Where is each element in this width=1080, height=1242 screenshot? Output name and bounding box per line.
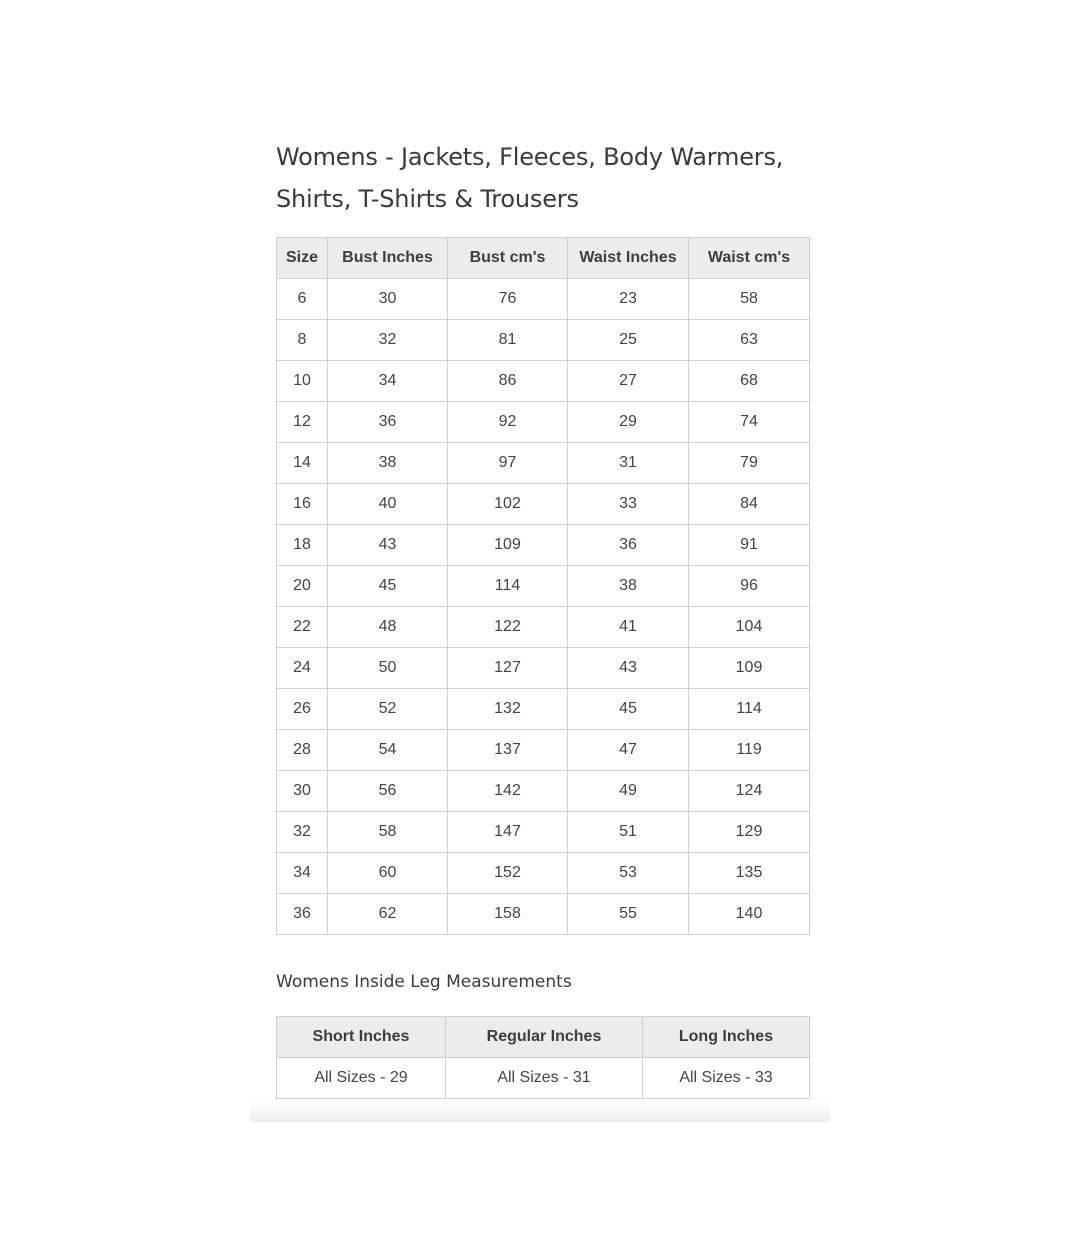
table-cell: 132 — [448, 689, 568, 730]
table-cell: 18 — [277, 525, 328, 566]
table-cell: 109 — [689, 648, 810, 689]
page-title-line-1: Womens - Jackets, Fleeces, Body Warmers, — [276, 143, 784, 171]
table-row — [277, 689, 810, 730]
header-size: Size — [277, 238, 328, 279]
header-bust-cm: Bust cm's — [448, 238, 568, 279]
table-cell: 34 — [328, 361, 448, 402]
table-cell: 43 — [568, 648, 689, 689]
table-cell: 158 — [448, 894, 568, 935]
table-cell: 54 — [328, 730, 448, 771]
table-cell: 40 — [328, 484, 448, 525]
table-row — [277, 1058, 810, 1099]
table-cell: 45 — [328, 566, 448, 607]
table-cell: 81 — [448, 320, 568, 361]
table-cell: 60 — [328, 853, 448, 894]
table-cell: All Sizes - 31 — [446, 1058, 643, 1099]
table-cell: 114 — [689, 689, 810, 730]
table-cell: 127 — [448, 648, 568, 689]
table-row — [277, 361, 810, 402]
table-row — [277, 730, 810, 771]
table-cell: 92 — [448, 402, 568, 443]
table-cell: 114 — [448, 566, 568, 607]
table-cell: 91 — [689, 525, 810, 566]
table-row — [277, 484, 810, 525]
table-row — [277, 525, 810, 566]
table-cell: 24 — [277, 648, 328, 689]
table-cell: 79 — [689, 443, 810, 484]
table-cell: 45 — [568, 689, 689, 730]
table-row — [277, 402, 810, 443]
table-cell: 147 — [448, 812, 568, 853]
table-cell: 29 — [568, 402, 689, 443]
table-cell: 97 — [448, 443, 568, 484]
table-cell: 47 — [568, 730, 689, 771]
table-cell: 55 — [568, 894, 689, 935]
table-cell: 30 — [328, 279, 448, 320]
table-cell: 28 — [277, 730, 328, 771]
table-cell: 26 — [277, 689, 328, 730]
table-cell: 34 — [277, 853, 328, 894]
table-cell: 27 — [568, 361, 689, 402]
table-cell: 74 — [689, 402, 810, 443]
size-chart-table — [276, 237, 810, 935]
table-cell: 140 — [689, 894, 810, 935]
table-cell: 12 — [277, 402, 328, 443]
table-cell: 51 — [568, 812, 689, 853]
table-cell: 43 — [328, 525, 448, 566]
header-bust-inches: Bust Inches — [328, 238, 448, 279]
table-cell: 23 — [568, 279, 689, 320]
table-row — [277, 812, 810, 853]
table-cell: 10 — [277, 361, 328, 402]
table-cell: 137 — [448, 730, 568, 771]
table-row — [277, 894, 810, 935]
header-short-inches: Short Inches — [277, 1017, 446, 1058]
header-long-inches: Long Inches — [643, 1017, 810, 1058]
table-cell: 16 — [277, 484, 328, 525]
table-cell: 31 — [568, 443, 689, 484]
table-cell: 6 — [277, 279, 328, 320]
table-cell: 20 — [277, 566, 328, 607]
table-cell: 119 — [689, 730, 810, 771]
table-cell: 49 — [568, 771, 689, 812]
page-title-line-2: Shirts, T-Shirts & Trousers — [276, 185, 579, 213]
table-cell: 109 — [448, 525, 568, 566]
table-row — [277, 279, 810, 320]
table-cell: 53 — [568, 853, 689, 894]
table-cell: 33 — [568, 484, 689, 525]
table-cell: 84 — [689, 484, 810, 525]
table-cell: 25 — [568, 320, 689, 361]
bottom-shadow — [250, 1102, 830, 1122]
table-row — [277, 320, 810, 361]
header-regular-inches: Regular Inches — [446, 1017, 643, 1058]
table-cell: All Sizes - 33 — [643, 1058, 810, 1099]
table-cell: 14 — [277, 443, 328, 484]
inside-leg-table — [276, 1016, 810, 1099]
table-cell: 48 — [328, 607, 448, 648]
table-cell: 41 — [568, 607, 689, 648]
table-cell: 30 — [277, 771, 328, 812]
table-cell: 142 — [448, 771, 568, 812]
table-cell: 38 — [568, 566, 689, 607]
table-cell: 52 — [328, 689, 448, 730]
header-waist-cm: Waist cm's — [689, 238, 810, 279]
table-cell: 124 — [689, 771, 810, 812]
table-cell: 62 — [328, 894, 448, 935]
table-cell: 102 — [448, 484, 568, 525]
table-row — [277, 607, 810, 648]
table-cell: 58 — [689, 279, 810, 320]
table-cell: 129 — [689, 812, 810, 853]
page-title — [276, 136, 836, 220]
table-row — [277, 443, 810, 484]
inside-leg-title: Womens Inside Leg Measurements — [276, 972, 572, 992]
table-cell: 152 — [448, 853, 568, 894]
table-row — [277, 566, 810, 607]
table-cell: 135 — [689, 853, 810, 894]
table-cell: 36 — [568, 525, 689, 566]
table-cell: 32 — [277, 812, 328, 853]
table-header-row — [277, 238, 810, 279]
header-waist-inches: Waist Inches — [568, 238, 689, 279]
table-cell: 32 — [328, 320, 448, 361]
table-header-row — [277, 1017, 810, 1058]
table-cell: 36 — [277, 894, 328, 935]
table-cell: 122 — [448, 607, 568, 648]
table-cell: 22 — [277, 607, 328, 648]
table-cell: 96 — [689, 566, 810, 607]
table-row — [277, 771, 810, 812]
table-row — [277, 853, 810, 894]
table-cell: 50 — [328, 648, 448, 689]
table-cell: All Sizes - 29 — [277, 1058, 446, 1099]
table-cell: 63 — [689, 320, 810, 361]
table-cell: 8 — [277, 320, 328, 361]
table-cell: 36 — [328, 402, 448, 443]
table-cell: 68 — [689, 361, 810, 402]
table-cell: 86 — [448, 361, 568, 402]
table-cell: 76 — [448, 279, 568, 320]
table-row — [277, 648, 810, 689]
table-cell: 104 — [689, 607, 810, 648]
table-cell: 58 — [328, 812, 448, 853]
table-cell: 38 — [328, 443, 448, 484]
table-cell: 56 — [328, 771, 448, 812]
